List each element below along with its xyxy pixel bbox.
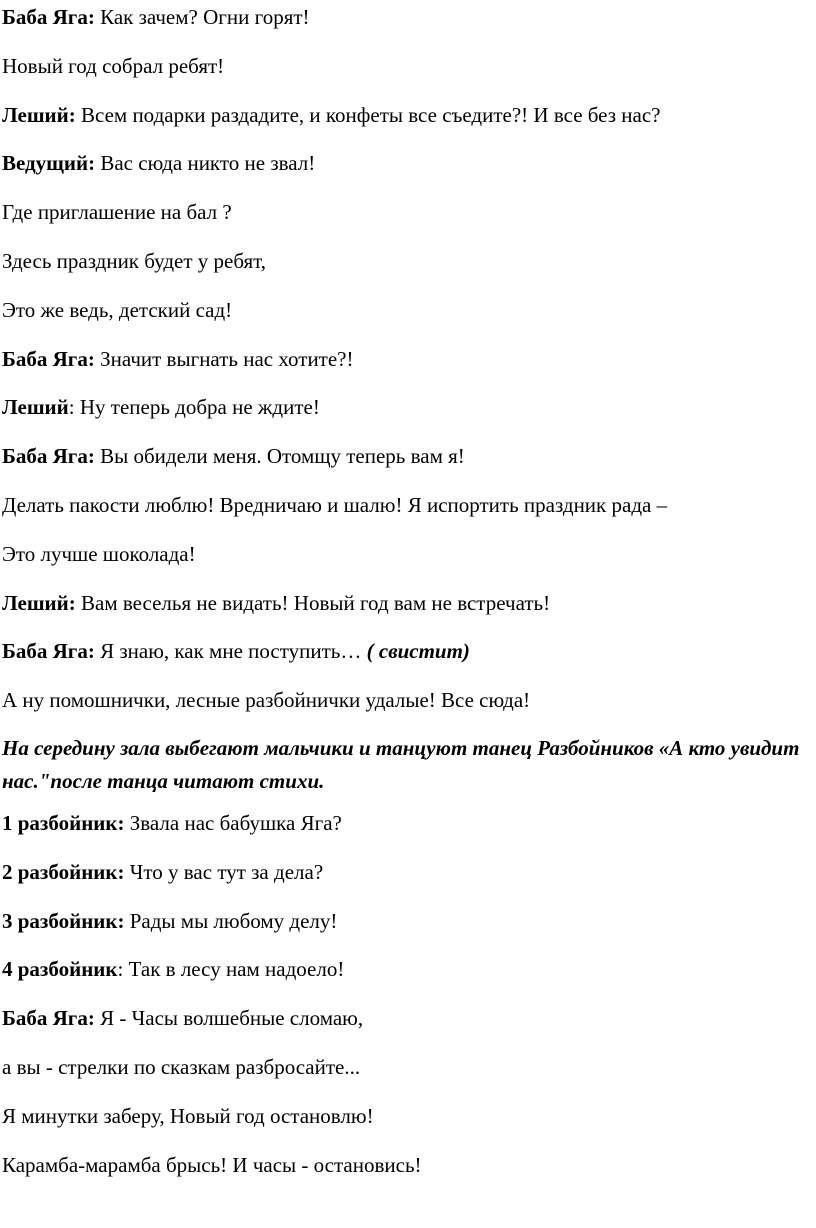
script-line: [2, 199, 816, 248]
line-text: Рады мы любому делу!: [124, 908, 338, 933]
speaker-name: 3 разбойник:: [2, 908, 125, 933]
line-text: Карамба-марамба брысь! И часы - остановись!: [2, 1152, 422, 1177]
script-line: [2, 492, 816, 541]
script-line: [2, 687, 816, 736]
line-text: а вы - стрелки по сказкам разбросайте...: [2, 1054, 361, 1079]
line-text: Я - Часы волшебные сломаю,: [94, 1006, 364, 1031]
line-text: Это лучше шоколада!: [2, 541, 196, 566]
script-line: [2, 394, 816, 443]
script-line: [2, 956, 816, 1005]
script-line: [2, 859, 816, 908]
line-text: : Так в лесу нам надоело!: [117, 957, 345, 982]
speaker-name: Леший: [2, 395, 69, 420]
script-line: [2, 1005, 816, 1054]
stage-direction: На середину зала выбегают мальчики и танцуют танец Разбойников «А кто увидит нас."после танца читают стихи.: [2, 735, 800, 793]
script-line: [2, 346, 816, 395]
line-text: Вы обидели меня. Отомщу теперь вам я!: [94, 444, 465, 469]
script-line: [2, 4, 816, 53]
line-text: Я минутки заберу, Новый год остановлю!: [2, 1103, 374, 1128]
script-line: [2, 102, 816, 151]
speaker-name: 1 разбойник:: [2, 810, 125, 835]
script-line: [2, 1054, 816, 1103]
line-text: Звала нас бабушка Яга?: [124, 810, 342, 835]
line-text: Здесь праздник будет у ребят,: [2, 248, 266, 273]
line-text: Вас сюда никто не звал!: [95, 151, 316, 176]
line-text: Всем подарки раздадите, и конфеты все съедите?! И все без нас?: [75, 102, 661, 127]
line-text: Новый год собрал ребят!: [2, 53, 225, 78]
speaker-name: 4 разбойник: [2, 957, 118, 982]
speaker-name: Леший:: [2, 590, 76, 615]
script-line: [2, 541, 816, 590]
speaker-name: Леший:: [2, 102, 76, 127]
speaker-name: Баба Яга:: [2, 639, 95, 664]
script-line: [2, 908, 816, 957]
line-text: Делать пакости люблю! Вредничаю и шалю! Я испортить праздник рада –: [2, 492, 668, 517]
line-text: Что у вас тут за дела?: [124, 859, 324, 884]
line-text: Как зачем? Огни горят!: [94, 5, 310, 29]
script-line: [2, 248, 816, 297]
script-line: [2, 443, 816, 492]
script-line: [2, 1152, 816, 1201]
script-line: [2, 53, 816, 102]
line-text: Значит выгнать нас хотите?!: [94, 346, 354, 371]
script-line: [2, 1103, 816, 1152]
line-text: А ну помошнички, лесные разбойнички удалые! Все сюда!: [2, 688, 531, 713]
script-line: [2, 297, 816, 346]
speaker-name: 2 разбойник:: [2, 859, 125, 884]
stage-note: ( свистит): [366, 639, 470, 664]
line-text: Я знаю, как мне поступить…: [94, 639, 367, 664]
script-line: [2, 810, 816, 859]
script-line: [2, 590, 816, 639]
line-text: Вам веселья не видать! Новый год вам не встречать!: [75, 590, 551, 615]
line-text: : Ну теперь добра не ждите!: [68, 395, 320, 420]
script-line: [2, 638, 816, 687]
speaker-name: Баба Яга:: [2, 444, 95, 469]
speaker-name: Баба Яга:: [2, 1006, 95, 1031]
speaker-name: Баба Яга:: [2, 5, 95, 29]
script-line: [2, 150, 816, 199]
line-text: Где приглашение на бал ?: [2, 200, 232, 225]
speaker-name: Баба Яга:: [2, 346, 95, 371]
line-text: Это же ведь, детский сад!: [2, 297, 233, 322]
speaker-name: Ведущий:: [2, 151, 96, 176]
